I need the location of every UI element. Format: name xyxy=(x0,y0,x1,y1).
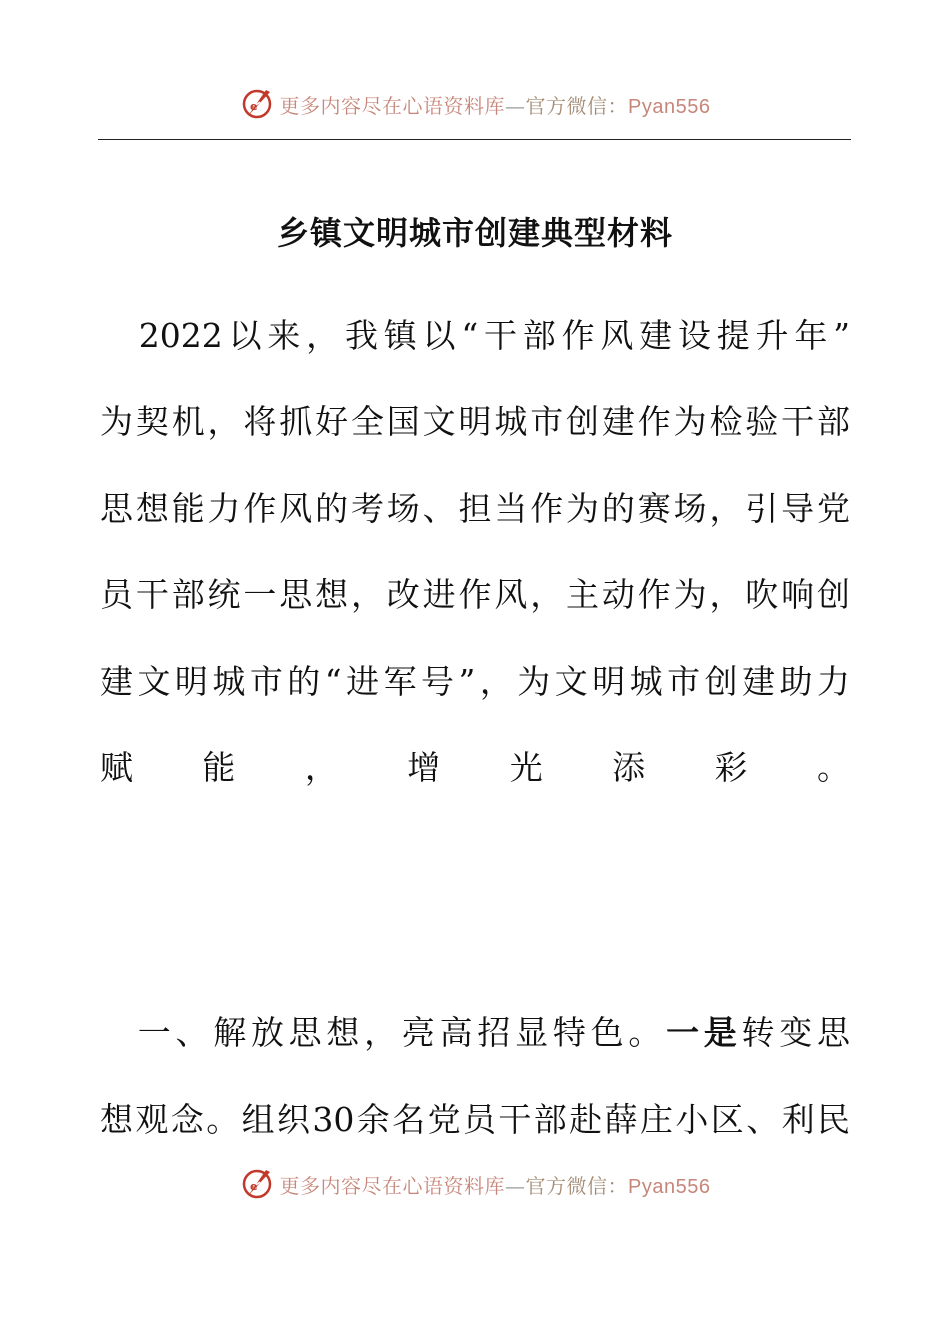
footer-banner-separator: — xyxy=(505,1173,526,1198)
section-1-heading: 一、解放思想，亮高招显特色。 xyxy=(100,1013,667,1052)
last-line-char: 增 xyxy=(407,748,441,787)
svg-text:e: e xyxy=(249,1180,257,1193)
section-1-line-1-rest: 转变思 xyxy=(741,1013,850,1052)
section-1-line-2: 想观念。组织30余名党员干部赴薛庄小区、利民 xyxy=(100,1100,850,1139)
paragraph-line-5: 建文明城市的“进军号”，为文明城市创建助力 xyxy=(100,662,850,701)
section-1-line-1 xyxy=(100,1011,850,1055)
paragraph-line-4: 员干部统一思想，改进作风，主动作为，吹响创 xyxy=(100,575,850,614)
document-title: 乡镇文明城市创建典型材料 xyxy=(276,214,673,252)
last-line-char: 光 xyxy=(509,748,543,787)
quill-logo-icon xyxy=(240,1166,276,1202)
paragraph-line-2: 为契机，将抓好全国文明城市创建作为检验干部 xyxy=(100,402,850,441)
last-line-char: 。 xyxy=(816,748,850,787)
header-banner-text xyxy=(280,90,711,119)
footer-banner-wechat-id: Pyan556 xyxy=(628,1175,711,1198)
quill-logo-icon xyxy=(240,86,276,122)
header-banner xyxy=(0,84,950,124)
header-divider xyxy=(98,139,851,140)
last-line-char: ， xyxy=(304,748,338,787)
footer-banner-main: 更多内容尽在心语资料库 xyxy=(279,1173,506,1198)
last-line-char: 彩 xyxy=(714,748,748,787)
last-line-char: 添 xyxy=(612,748,646,787)
last-line-char: 赋 xyxy=(100,748,133,787)
header-banner-main: 更多内容尽在心语资料库 xyxy=(279,93,506,118)
footer-banner xyxy=(0,1164,950,1204)
last-line-char: 能 xyxy=(202,748,236,787)
paragraph-line-1: 2022以来，我镇以“干部作风建设提升年” xyxy=(100,316,850,355)
header-banner-wechat-label: 官方微信： xyxy=(525,93,629,118)
svg-text:e: e xyxy=(249,100,257,113)
section-1-bold-marker: 一是 xyxy=(666,1013,742,1052)
header-banner-separator: — xyxy=(505,93,526,118)
footer-banner-text xyxy=(280,1170,711,1199)
paragraph-last-line xyxy=(100,746,850,790)
paragraph-line-3: 思想能力作风的考场、担当作为的赛场，引导党 xyxy=(100,489,850,528)
footer-banner-wechat-label: 官方微信： xyxy=(525,1173,629,1198)
header-banner-wechat-id: Pyan556 xyxy=(628,95,711,118)
